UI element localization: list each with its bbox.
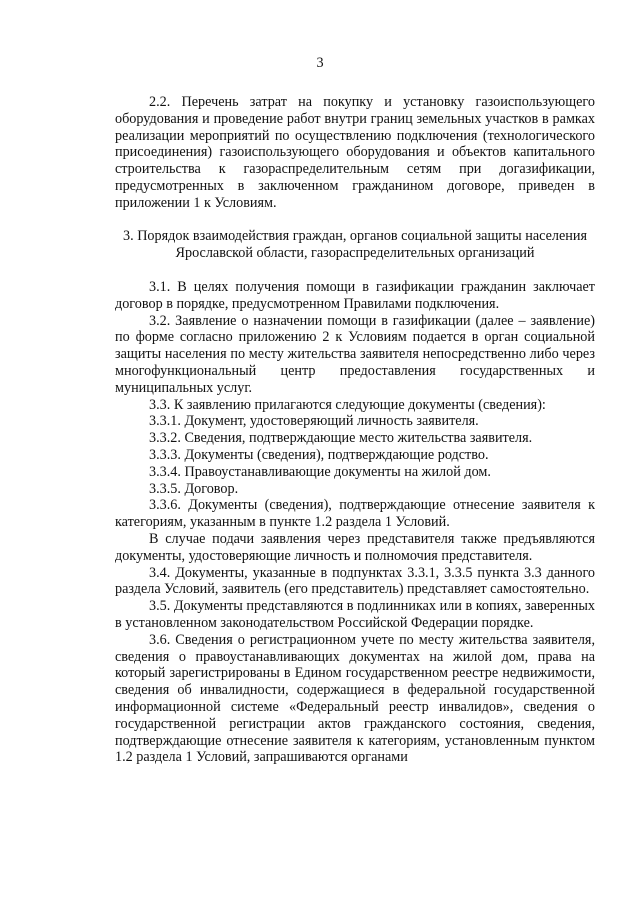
paragraph-3-4: 3.4. Документы, указанные в подпунктах 3.3.1, 3.3.5 пункта 3.3 данного раздела Условий, заявитель (его представитель) представляет самостоятельно. [115,564,595,598]
section-3-body [115,279,595,766]
paragraph-3-3: 3.3. К заявлению прилагаются следующие документы (сведения): [149,396,546,413]
section-3-heading [115,228,595,262]
paragraph-3-3-3: 3.3.3. Документы (сведения), подтверждающие родство. [149,446,489,463]
paragraph-3-3-4: 3.3.4. Правоустанавливающие документы на жилой дом. [149,463,491,480]
paragraph-3-6: 3.6. Сведения о регистрационном учете по месту жительства заявителя, сведения о правоустанавливающих документах на жилой дом, права на который зарегистрированы в Едином государственном реестре недвижимости, сведения об инвалидности, содержащиеся в федеральной государственной информационной системе «Федеральный реестр инвалидов», сведения о государственной регистрации актов гражданского состояния, сведения, подтверждающие отнесение заявителя к категориям, установленным пунктом 1.2 раздела 1 Условий, запрашиваются органами [115,631,595,766]
paragraph-3-1: 3.1. В целях получения помощи в газификации гражданин заключает договор в порядке, предусмотренном Правилами подключения. [115,279,595,312]
paragraph-3-3-2: 3.3.2. Сведения, подтверждающие место жительства заявителя. [149,430,533,447]
paragraph-representative: В случае подачи заявления через представителя также предъявляются документы, удостоверяющие личность и полномочия представителя. [115,530,595,564]
paragraph-3-3-1: 3.3.1. Документ, удостоверяющий личность заявителя. [149,413,479,430]
heading-3: 3. Порядок взаимодействия граждан, органов социальной защиты населения Ярославской области, газораспределительных организаций [123,228,587,261]
page-number: 3 [316,55,324,71]
section-2-2 [115,94,595,212]
paragraph-3-3-6: 3.3.6. Документы (сведения), подтверждающие отнесение заявителя к категориям, указанным в пункте 1.2 раздела 1 Условий. [115,497,595,531]
paragraph-3-3-5: 3.3.5. Договор. [149,480,239,497]
paragraph-2-2: 2.2. Перечень затрат на покупку и установку газоиспользующего оборудования и проведение работ внутри границ земельных участков в рамках реализации мероприятий по осуществлению подключения (технологического присоединения) газоиспользующего оборудования и объектов капитального строительства к газораспределительным сетям при догазификации, предусмотренных в заключенном гражданином договоре, приведен в приложении 1 к Условиям. [115,94,595,211]
paragraph-3-5: 3.5. Документы представляются в подлинниках или в копиях, заверенных в установленном законодательством Российской Федерации порядке. [115,598,595,631]
paragraph-3-2: 3.2. Заявление о назначении помощи в газификации (далее – заявление) по форме согласно приложению 2 к Условиям подается в орган социальной защиты населения по месту жительства заявителя непосредственно либо через многофункциональный центр предоставления государственных и муниципальных услуг. [115,312,595,396]
